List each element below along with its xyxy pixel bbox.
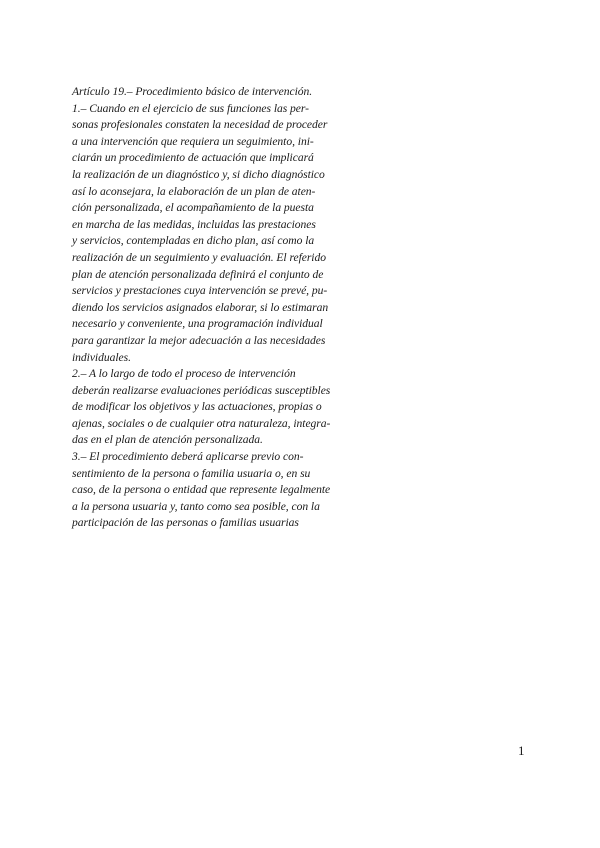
text-line: sentimiento de la persona o familia usuaria o, en su: [72, 466, 311, 480]
text-line: das en el plan de atención personalizada.: [72, 433, 263, 447]
article-heading: Artículo 19.– Procedimiento básico de intervención.: [72, 85, 313, 98]
text-line: a la persona usuaria y, tanto como sea posible, con la: [72, 499, 320, 513]
page-number: 1: [518, 743, 525, 758]
text-line: y servicios, contempladas en dicho plan, así como la: [72, 234, 315, 248]
text-line: de modificar los objetivos y las actuaciones, propias o: [72, 400, 322, 414]
text-line: la realización de un diagnóstico y, si dicho diagnóstico: [72, 167, 325, 181]
text-line: diendo los servicios asignados elaborar, si lo estimaran: [72, 300, 329, 314]
text-line: 2.– A lo largo de todo el proceso de intervención: [72, 367, 296, 381]
text-line: caso, de la persona o entidad que represente legalmente: [72, 483, 331, 497]
text-line: en marcha de las medidas, incluidas las prestaciones: [72, 217, 316, 231]
text-line: individuales.: [72, 350, 131, 364]
text-line: sonas profesionales constaten la necesidad de proceder: [72, 118, 328, 132]
text-line: ción personalizada, el acompañamiento de la puesta: [72, 201, 314, 215]
text-line: plan de atención personalizada definirá el conjunto de: [72, 267, 324, 281]
text-line: servicios y prestaciones cuya intervención se prevé, pu-: [72, 284, 328, 298]
article-text: [72, 84, 372, 532]
text-line: así lo aconsejara, la elaboración de un plan de aten-: [72, 184, 316, 198]
text-line: deberán realizarse evaluaciones periódicas susceptibles: [72, 383, 331, 397]
text-line: 3.– El procedimiento deberá aplicarse previo con-: [72, 450, 304, 464]
text-line: 1.– Cuando en el ejercicio de sus funciones las per-: [72, 101, 309, 115]
text-line: necesario y conveniente, una programación individual: [72, 317, 323, 331]
text-line: a una intervención que requiera un seguimiento, ini-: [72, 134, 314, 148]
text-line: participación de las personas o familias usuarias: [72, 516, 299, 530]
text-line: ajenas, sociales o de cualquier otra naturaleza, integra-: [72, 416, 331, 430]
text-line: ciarán un procedimiento de actuación que implicará: [72, 151, 314, 165]
text-line: para garantizar la mejor adecuación a las necesidades: [72, 333, 326, 347]
text-line: realización de un seguimiento y evaluación. El referido: [72, 250, 326, 264]
